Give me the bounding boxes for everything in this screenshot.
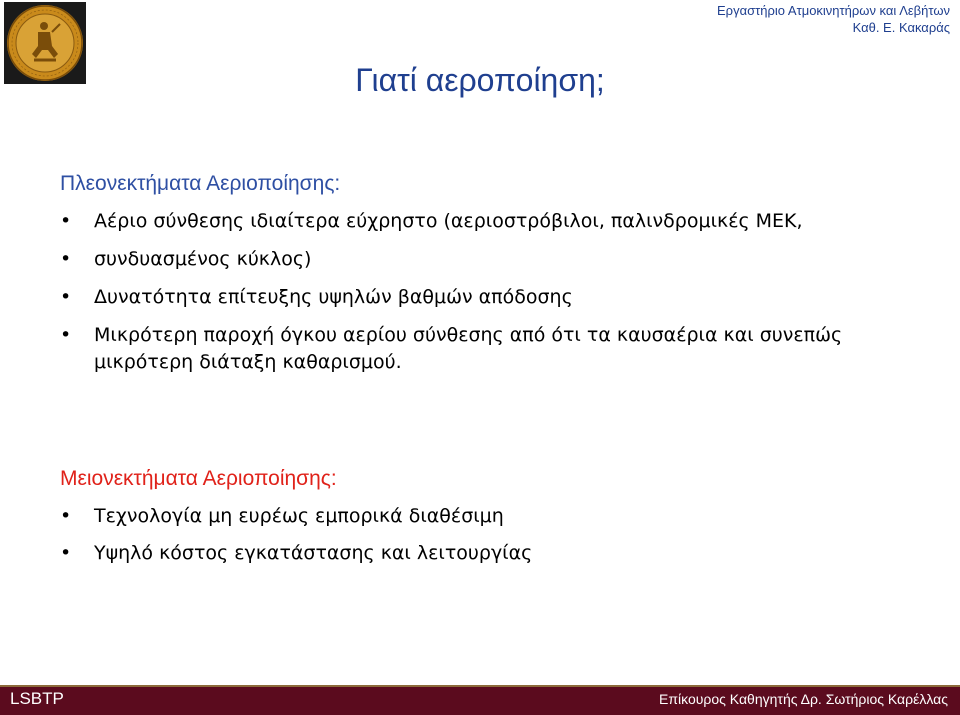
disadvantages-heading: Μειονεκτήματα Αεριοποίησης: <box>60 467 337 490</box>
list-item-text: Αέριο σύνθεσης ιδιαίτερα εύχρηστο (αεριοστρόβιλοι, παλινδρομικές ΜΕΚ, <box>94 210 803 232</box>
list-item-text: Τεχνολογία μη ευρέως εμπορικά διαθέσιμη <box>94 505 504 527</box>
bullet-icon: • <box>60 286 72 308</box>
bullet-icon: • <box>60 324 72 346</box>
professor-name: Καθ. Ε. Κακαράς <box>852 20 950 35</box>
footer-bar <box>0 685 960 715</box>
list-item-text: Δυνατότητα επίτευξης υψηλών βαθμών απόδοσης <box>94 286 573 308</box>
disadvantages-list <box>60 503 900 577</box>
bullet-icon: • <box>60 505 72 527</box>
list-item <box>60 246 900 273</box>
list-item <box>60 540 900 567</box>
advantages-list <box>60 208 900 387</box>
lab-header <box>717 2 950 36</box>
list-item <box>60 284 900 311</box>
advantages-heading: Πλεονεκτήματα Αεριοποίησης: <box>60 172 341 195</box>
list-item <box>60 322 900 376</box>
list-item-text: Υψηλό κόστος εγκατάστασης και λειτουργίας <box>94 542 533 564</box>
bullet-icon: • <box>60 248 72 270</box>
slide-title: Γιατί αεροποίηση; <box>355 62 605 98</box>
bullet-icon: • <box>60 210 72 232</box>
footer-lab-acronym: LSBTP <box>10 689 64 708</box>
bullet-icon: • <box>60 542 72 564</box>
list-item-text: συνδυασμένος κύκλος) <box>94 248 312 270</box>
list-item <box>60 503 900 530</box>
list-item <box>60 208 900 235</box>
footer-presenter: Επίκουρος Καθηγητής Δρ. Σωτήριος Καρέλλας <box>659 691 948 707</box>
list-item-text: Μικρότερη παροχή όγκου αερίου σύνθεσης από ότι τα καυσαέρια και συνεπώς μικρότερη διάταξη καθαρισμού. <box>94 324 843 373</box>
lab-name: Εργαστήριο Ατμοκινητήρων και Λεβήτων <box>717 3 950 18</box>
